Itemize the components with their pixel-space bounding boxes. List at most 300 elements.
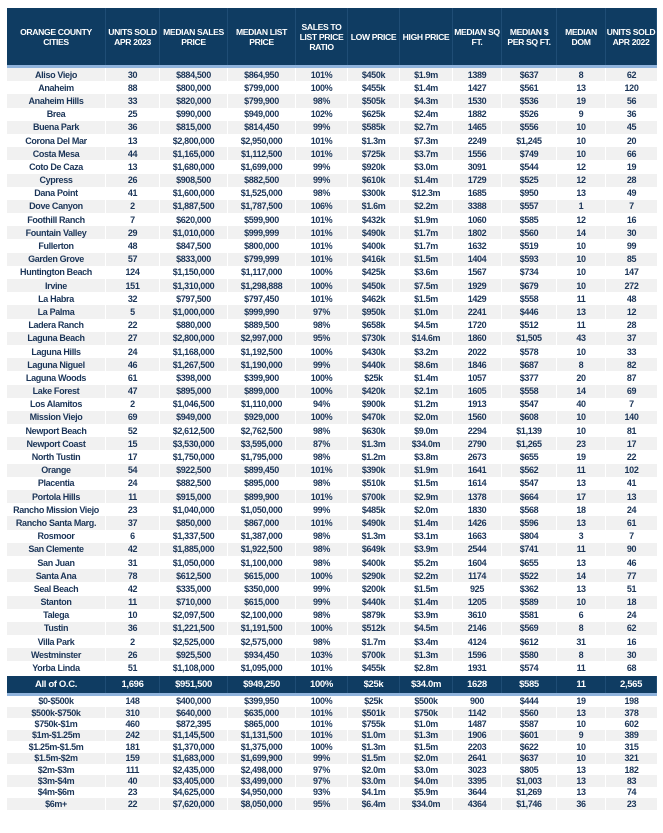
cell-median-sales-price: $1,750,000: [160, 450, 228, 463]
table-row: [7, 530, 657, 543]
cell-median-price-per-sqft: $558: [502, 292, 557, 305]
cell-median-sales-price: $915,000: [160, 490, 228, 503]
cell-sales-to-list-ratio: 98%: [296, 543, 348, 556]
cell-median-price-per-sqft: $560: [502, 707, 557, 718]
cell-median-list-price: $867,000: [228, 516, 296, 529]
cell-low-price: $1.3m: [348, 134, 400, 147]
cell-high-price: $2.2m: [400, 569, 453, 582]
cell-low-price: $300k: [348, 187, 400, 200]
cell-city: $0-$500k: [7, 696, 106, 707]
cell-units-2022: 12: [626, 306, 637, 317]
cell-city: Santa Ana: [7, 569, 106, 582]
cell-median-price-per-sqft: $804: [502, 530, 557, 543]
cell-median-sqft: 1205: [453, 596, 502, 609]
cell-median-dom: 10: [557, 134, 606, 147]
cell-city: Fullerton: [7, 239, 106, 252]
table-row: [7, 622, 657, 635]
cell-median-sqft: 1913: [453, 398, 502, 411]
cell-high-price: $5.9m: [400, 787, 453, 798]
cell-median-sales-price: $800,000: [160, 81, 228, 94]
cell-units-2022: 147: [624, 267, 639, 278]
table-row: [7, 424, 657, 437]
cell-low-price: $3.0m: [348, 775, 400, 786]
cell-median-sqft: 2146: [453, 622, 502, 635]
cell-median-dom: 6: [557, 609, 606, 622]
cell-units-2022: 16: [626, 636, 637, 647]
cell-units-2022: 90: [626, 544, 637, 555]
cell-sales-to-list-ratio: 99%: [296, 160, 348, 173]
cell-city: Laguna Niguel: [7, 358, 106, 371]
cell-units-2023: 15: [106, 437, 160, 450]
table-row: [7, 160, 657, 173]
cell-median-price-per-sqft: $444: [502, 696, 557, 707]
cell-units-2023: 69: [106, 411, 160, 424]
cell-low-price: $430k: [348, 345, 400, 358]
cell-median-dom: 20: [557, 371, 606, 384]
cell-median-sales-price: $990,000: [160, 108, 228, 121]
table-row: [7, 661, 657, 674]
cell-units-2022: 315: [624, 741, 639, 752]
cell-low-price: $900k: [348, 398, 400, 411]
cell-median-dom: 12: [557, 174, 606, 187]
cell-sales-to-list-ratio: 100%: [296, 266, 348, 279]
cell-high-price: $2.0m: [400, 753, 453, 764]
cell-median-list-price: $1,787,500: [228, 200, 296, 213]
cell-median-dom: 13: [557, 477, 606, 490]
cell-city: Laguna Woods: [7, 371, 106, 384]
cell-low-price: $485k: [348, 503, 400, 516]
cell-units-2023: 40: [106, 775, 160, 786]
cell-median-price-per-sqft: $637: [502, 68, 557, 81]
cell-median-dom: 12: [557, 160, 606, 173]
cell-units-2022: 7: [629, 531, 634, 542]
cell-median-sales-price: $7,620,000: [160, 798, 228, 809]
cell-median-dom: 11: [557, 676, 606, 693]
cell-median-dom: 10: [557, 121, 606, 134]
cell-units-2022: 24: [626, 610, 637, 621]
cell-median-sales-price: $1,683,000: [160, 753, 228, 764]
cell-median-sqft: 1846: [453, 358, 502, 371]
cell-median-list-price: $3,595,000: [228, 437, 296, 450]
cell-median-list-price: $1,699,000: [228, 160, 296, 173]
cell-median-price-per-sqft: $734: [502, 266, 557, 279]
cell-median-price-per-sqft: $562: [502, 464, 557, 477]
cell-high-price: $500k: [400, 696, 453, 707]
cell-median-price-per-sqft: $608: [502, 411, 557, 424]
cell-high-price: $3.9m: [400, 543, 453, 556]
cell-low-price: $1.0m: [348, 730, 400, 741]
table-row: [7, 787, 657, 798]
cell-units-2022: 85: [626, 254, 637, 265]
cell-low-price: $505k: [348, 94, 400, 107]
cell-sales-to-list-ratio: 98%: [296, 319, 348, 332]
column-header-median-sales-price: MEDIAN SALES PRICE: [160, 8, 228, 65]
cell-median-sqft: 1628: [453, 676, 502, 693]
cell-median-sales-price: $1,337,500: [160, 530, 228, 543]
cell-median-price-per-sqft: $561: [502, 81, 557, 94]
cell-sales-to-list-ratio: 106%: [296, 200, 348, 213]
cell-sales-to-list-ratio: 100%: [296, 279, 348, 292]
cell-median-price-per-sqft: $557: [502, 200, 557, 213]
cell-median-sales-price: $1,168,000: [160, 345, 228, 358]
cell-low-price: $25k: [348, 696, 400, 707]
cell-median-list-price: $1,117,000: [228, 266, 296, 279]
cell-median-sqft: 1556: [453, 147, 502, 160]
cell-median-sqft: 3644: [453, 787, 502, 798]
cell-units-2023: 37: [106, 516, 160, 529]
cell-median-dom: 18: [557, 503, 606, 516]
table-row: [7, 174, 657, 187]
cell-city: $1.5m-$2m: [7, 753, 106, 764]
cell-sales-to-list-ratio: 87%: [296, 437, 348, 450]
cell-median-dom: 13: [557, 582, 606, 595]
column-header-high-price: HIGH PRICE: [400, 8, 453, 65]
cell-units-2023: 242: [106, 730, 160, 741]
cell-median-sales-price: $3,530,000: [160, 437, 228, 450]
cell-city: Costa Mesa: [7, 147, 106, 160]
cell-low-price: $2.0m: [348, 764, 400, 775]
cell-median-sales-price: $833,000: [160, 253, 228, 266]
cell-sales-to-list-ratio: 100%: [296, 371, 348, 384]
cell-median-sqft: 2790: [453, 437, 502, 450]
cell-median-list-price: $1,050,000: [228, 503, 296, 516]
cell-low-price: $425k: [348, 266, 400, 279]
cell-median-sqft: 1427: [453, 81, 502, 94]
cell-median-price-per-sqft: $1,245: [502, 134, 557, 147]
cell-median-sales-price: $398,000: [160, 371, 228, 384]
cell-city: Dana Point: [7, 187, 106, 200]
cell-city: $2m-$3m: [7, 764, 106, 775]
cell-high-price: $7.3m: [400, 134, 453, 147]
cell-median-sales-price: $922,500: [160, 464, 228, 477]
cell-low-price: $432k: [348, 213, 400, 226]
table-row: [7, 358, 657, 371]
cell-median-sqft: 2203: [453, 741, 502, 752]
cell-median-sales-price: $951,500: [160, 676, 228, 693]
column-header-median-sqft: MEDIAN SQ FT.: [453, 8, 502, 65]
cell-city: $750k-$1m: [7, 718, 106, 729]
cell-high-price: $2.0m: [400, 411, 453, 424]
cell-sales-to-list-ratio: 100%: [296, 569, 348, 582]
cell-units-2023: 10: [106, 609, 160, 622]
cell-median-price-per-sqft: $558: [502, 385, 557, 398]
cell-sales-to-list-ratio: 98%: [296, 556, 348, 569]
cell-median-sales-price: $797,500: [160, 292, 228, 305]
cell-low-price: $25k: [348, 676, 400, 693]
cell-median-sqft: 3091: [453, 160, 502, 173]
cell-sales-to-list-ratio: 99%: [296, 174, 348, 187]
cell-high-price: $8.6m: [400, 358, 453, 371]
cell-median-dom: 10: [557, 253, 606, 266]
table-row: [7, 503, 657, 516]
cell-units-2023: 124: [106, 266, 160, 279]
cell-median-sales-price: $908,500: [160, 174, 228, 187]
cell-median-sales-price: $1,000,000: [160, 305, 228, 318]
table-row: [7, 134, 657, 147]
cell-sales-to-list-ratio: 101%: [296, 707, 348, 718]
cell-units-2022: 30: [626, 649, 637, 660]
cell-median-list-price: $895,000: [228, 477, 296, 490]
cell-median-price-per-sqft: $569: [502, 622, 557, 635]
cell-sales-to-list-ratio: 100%: [296, 411, 348, 424]
cell-sales-to-list-ratio: 100%: [296, 345, 348, 358]
cell-high-price: $1.4m: [400, 371, 453, 384]
cell-low-price: $630k: [348, 424, 400, 437]
cell-low-price: $1.2m: [348, 450, 400, 463]
cell-median-sales-price: $2,435,000: [160, 764, 228, 775]
cell-city: Huntington Beach: [7, 266, 106, 279]
cell-sales-to-list-ratio: 98%: [296, 609, 348, 622]
cell-low-price: $490k: [348, 516, 400, 529]
cell-median-sqft: 1906: [453, 730, 502, 741]
cell-low-price: $1.3m: [348, 530, 400, 543]
cell-median-sales-price: $1,108,000: [160, 661, 228, 674]
cell-city: Lake Forest: [7, 385, 106, 398]
cell-median-list-price: $899,900: [228, 490, 296, 503]
cell-median-sqft: 1605: [453, 385, 502, 398]
cell-sales-to-list-ratio: 97%: [296, 305, 348, 318]
table-row: [7, 332, 657, 345]
cell-high-price: $1.3m: [400, 648, 453, 661]
cell-median-sales-price: $1,165,000: [160, 147, 228, 160]
cell-city: Anaheim Hills: [7, 94, 106, 107]
cell-units-2022: 81: [626, 425, 637, 436]
cell-units-2022: 378: [624, 707, 639, 718]
cell-high-price: $9.0m: [400, 424, 453, 437]
table-row: [7, 398, 657, 411]
cell-units-2023: 36: [106, 622, 160, 635]
cell-sales-to-list-ratio: 100%: [296, 696, 348, 707]
cell-median-dom: 10: [557, 266, 606, 279]
cell-units-2022: 17: [626, 438, 637, 449]
cell-high-price: $1.5m: [400, 292, 453, 305]
cell-low-price: $649k: [348, 543, 400, 556]
column-header-city: ORANGE COUNTY CITIES: [7, 8, 106, 65]
cell-median-list-price: $1,112,500: [228, 147, 296, 160]
cell-median-price-per-sqft: $547: [502, 477, 557, 490]
cell-high-price: $3.6m: [400, 266, 453, 279]
table-row: [7, 253, 657, 266]
cell-sales-to-list-ratio: 102%: [296, 108, 348, 121]
cell-median-list-price: $797,450: [228, 292, 296, 305]
cell-median-sqft: 1729: [453, 174, 502, 187]
cell-median-price-per-sqft: $556: [502, 121, 557, 134]
cell-sales-to-list-ratio: 98%: [296, 530, 348, 543]
cell-median-price-per-sqft: $512: [502, 319, 557, 332]
cell-median-price-per-sqft: $741: [502, 543, 557, 556]
cell-median-price-per-sqft: $655: [502, 450, 557, 463]
cell-median-list-price: $1,100,000: [228, 556, 296, 569]
cell-units-2022: 24: [626, 504, 637, 515]
column-header-units-2022: UNITS SOLD APR 2022: [606, 8, 657, 65]
cell-units-2023: 42: [106, 543, 160, 556]
cell-median-dom: 8: [557, 648, 606, 661]
cell-city: Cypress: [7, 174, 106, 187]
cell-units-2022: 56: [626, 95, 637, 106]
cell-city: $1.25m-$1.5m: [7, 741, 106, 752]
cell-units-2023: 44: [106, 147, 160, 160]
table-row: [7, 582, 657, 595]
cell-median-price-per-sqft: $574: [502, 661, 557, 674]
cell-units-2022: 48: [626, 293, 637, 304]
cell-high-price: $3.2m: [400, 345, 453, 358]
table-row: [7, 279, 657, 292]
cell-median-list-price: $3,499,000: [228, 775, 296, 786]
cell-units-2023: 54: [106, 464, 160, 477]
cell-units-2023: 159: [106, 753, 160, 764]
cell-median-sqft: 1465: [453, 121, 502, 134]
cell-city: Corona Del Mar: [7, 134, 106, 147]
cell-units-2022: 51: [626, 583, 637, 594]
cell-median-dom: 43: [557, 332, 606, 345]
cell-high-price: $1.5m: [400, 582, 453, 595]
cell-median-sales-price: $335,000: [160, 582, 228, 595]
cell-low-price: $470k: [348, 411, 400, 424]
cell-median-list-price: $1,922,500: [228, 543, 296, 556]
table-row: [7, 411, 657, 424]
cell-median-sqft: 1882: [453, 108, 502, 121]
cell-units-2023: 29: [106, 226, 160, 239]
cell-median-list-price: $799,000: [228, 81, 296, 94]
cell-median-price-per-sqft: $749: [502, 147, 557, 160]
cell-median-price-per-sqft: $687: [502, 358, 557, 371]
cell-units-2023: 6: [106, 530, 160, 543]
cell-median-list-price: $1,131,500: [228, 730, 296, 741]
cell-median-dom: 13: [557, 305, 606, 318]
cell-median-list-price: $1,699,900: [228, 753, 296, 764]
cell-high-price: $1.7m: [400, 239, 453, 252]
cell-low-price: $455k: [348, 661, 400, 674]
cell-low-price: $440k: [348, 596, 400, 609]
cell-high-price: $4.3m: [400, 94, 453, 107]
cell-median-dom: 8: [557, 68, 606, 81]
cell-city: Coto De Caza: [7, 160, 106, 173]
table-row: [7, 741, 657, 752]
cell-city: Westminster: [7, 648, 106, 661]
table-row: [7, 319, 657, 332]
city-rows: [7, 68, 657, 675]
cell-units-2022: 18: [626, 597, 637, 608]
cell-city: Ladera Ranch: [7, 319, 106, 332]
cell-low-price: $290k: [348, 569, 400, 582]
cell-units-2023: 2: [106, 635, 160, 648]
cell-low-price: $625k: [348, 108, 400, 121]
cell-median-price-per-sqft: $560: [502, 226, 557, 239]
cell-median-sales-price: $400,000: [160, 696, 228, 707]
cell-units-2023: 22: [106, 798, 160, 809]
cell-low-price: $1.3m: [348, 741, 400, 752]
cell-units-2022: 62: [626, 69, 637, 80]
cell-median-sales-price: $1,310,000: [160, 279, 228, 292]
cell-units-2022: 182: [624, 764, 639, 775]
cell-sales-to-list-ratio: 98%: [296, 450, 348, 463]
cell-median-sqft: 1632: [453, 239, 502, 252]
cell-units-2022: 62: [626, 623, 637, 634]
cell-median-dom: 14: [557, 226, 606, 239]
cell-median-list-price: $635,000: [228, 707, 296, 718]
cell-low-price: $440k: [348, 358, 400, 371]
cell-city: Orange: [7, 464, 106, 477]
cell-median-dom: 10: [557, 718, 606, 729]
cell-median-dom: 17: [557, 490, 606, 503]
column-header-median-dom: MEDIAN DOM: [557, 8, 606, 65]
cell-median-sales-price: $1,680,000: [160, 160, 228, 173]
cell-units-2023: 310: [106, 707, 160, 718]
cell-units-2022: 28: [626, 320, 637, 331]
cell-units-2022: 272: [624, 280, 639, 291]
cell-median-list-price: $615,000: [228, 596, 296, 609]
cell-median-sales-price: $2,800,000: [160, 332, 228, 345]
cell-sales-to-list-ratio: 100%: [296, 676, 348, 693]
table-row: [7, 121, 657, 134]
column-header-median-list-price: MEDIAN LIST PRICE: [228, 8, 296, 65]
cell-median-sqft: 4364: [453, 798, 502, 809]
cell-low-price: $490k: [348, 226, 400, 239]
cell-low-price: $700k: [348, 648, 400, 661]
cell-median-sales-price: $2,525,000: [160, 635, 228, 648]
cell-median-sales-price: $1,370,000: [160, 741, 228, 752]
cell-median-sales-price: $925,500: [160, 648, 228, 661]
cell-median-sqft: 1720: [453, 319, 502, 332]
cell-sales-to-list-ratio: 101%: [296, 147, 348, 160]
cell-sales-to-list-ratio: 98%: [296, 94, 348, 107]
cell-low-price: $510k: [348, 477, 400, 490]
cell-high-price: $1.9m: [400, 68, 453, 81]
cell-low-price: $585k: [348, 121, 400, 134]
cell-median-list-price: $1,191,500: [228, 622, 296, 635]
cell-median-list-price: $350,000: [228, 582, 296, 595]
cell-city: Foothill Ranch: [7, 213, 106, 226]
table-row: [7, 609, 657, 622]
cell-high-price: $1.9m: [400, 464, 453, 477]
cell-units-2023: 88: [106, 81, 160, 94]
cell-city: Los Alamitos: [7, 398, 106, 411]
cell-units-2022: 2,565: [606, 676, 657, 693]
cell-median-sales-price: $620,000: [160, 213, 228, 226]
cell-sales-to-list-ratio: 99%: [296, 358, 348, 371]
cell-high-price: $2.7m: [400, 121, 453, 134]
cell-sales-to-list-ratio: 98%: [296, 635, 348, 648]
cell-high-price: $3.0m: [400, 160, 453, 173]
cell-median-dom: 10: [557, 239, 606, 252]
cell-units-2022: 87: [626, 372, 637, 383]
cell-low-price: $950k: [348, 305, 400, 318]
cell-median-price-per-sqft: $536: [502, 94, 557, 107]
cell-units-2023: 47: [106, 385, 160, 398]
cell-median-list-price: $4,950,000: [228, 787, 296, 798]
cell-median-dom: 10: [557, 424, 606, 437]
cell-city: Placentia: [7, 477, 106, 490]
cell-low-price: $1.6m: [348, 200, 400, 213]
table-row: [7, 696, 657, 707]
cell-median-dom: 19: [557, 94, 606, 107]
cell-units-2023: 11: [106, 490, 160, 503]
cell-high-price: $5.2m: [400, 556, 453, 569]
cell-median-list-price: $1,387,000: [228, 530, 296, 543]
cell-median-dom: 11: [557, 543, 606, 556]
cell-city: San Clemente: [7, 543, 106, 556]
cell-sales-to-list-ratio: 99%: [296, 582, 348, 595]
cell-median-dom: 13: [557, 707, 606, 718]
cell-high-price: $3.1m: [400, 530, 453, 543]
cell-units-2023: 460: [106, 718, 160, 729]
cell-units-2023: 42: [106, 582, 160, 595]
cell-median-price-per-sqft: $568: [502, 503, 557, 516]
cell-units-2022: 61: [626, 517, 637, 528]
cell-units-2022: 37: [626, 333, 637, 344]
cell-median-list-price: $1,192,500: [228, 345, 296, 358]
cell-high-price: $3.0m: [400, 764, 453, 775]
